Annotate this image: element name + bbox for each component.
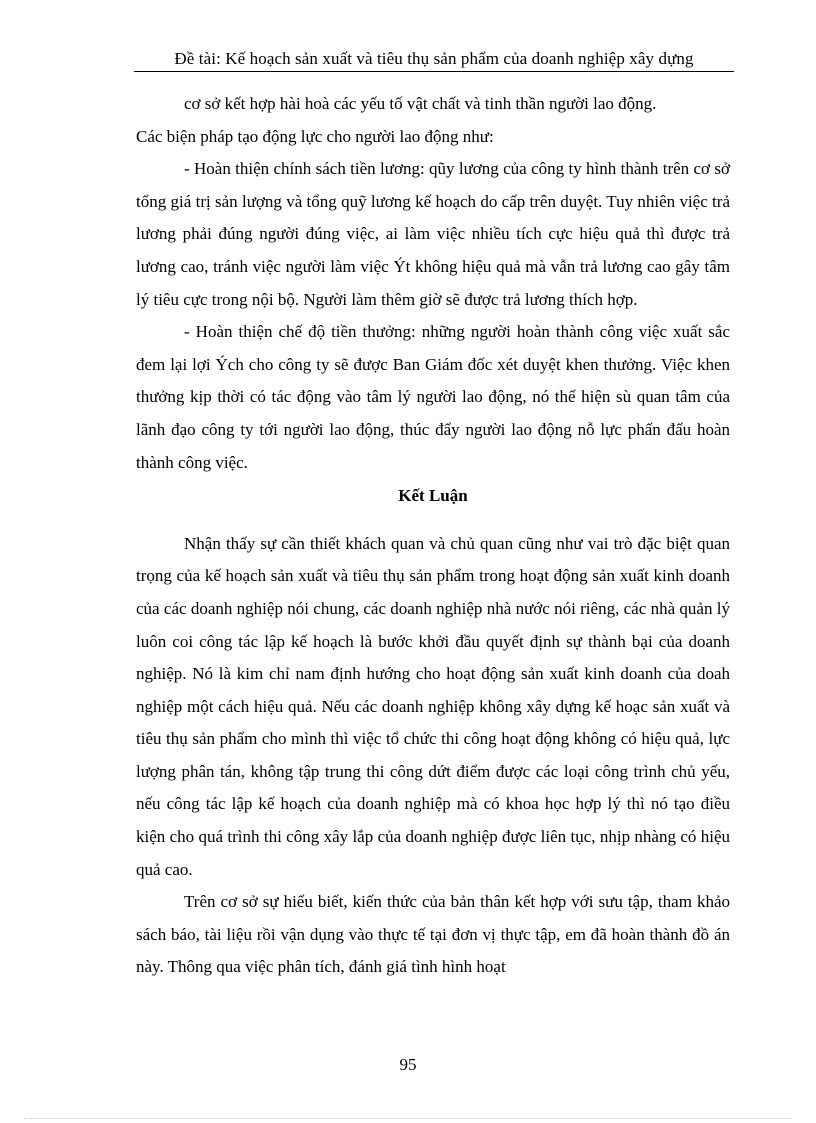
paragraph: Các biện pháp tạo động lực cho người lao động như: <box>136 126 494 146</box>
section-title: Kết Luận <box>398 486 468 506</box>
page-bottom-edge <box>24 1118 792 1119</box>
paragraph: cơ sở kết hợp hài hoà các yếu tố vật chất và tinh thần người lao động. <box>184 94 657 113</box>
header-rule <box>134 71 734 72</box>
page-number: 95 <box>399 1055 417 1074</box>
paragraph-bullet: - Hoàn thiện chế độ tiền thưởng: những người hoàn thành công việc xuất sắc đem lại lợi Ých cho công ty sẽ được Ban Giám đốc xét duyệt khen thưởng. Việc khen thưởng kịp thời có tác động vào tâm lý người lao động, nó thể hiện sù quan tâm của lãnh đạo công ty tới người lao động, thúc đẩy người lao động nỗ lực phấn đấu hoàn thành công việc. <box>136 322 730 472</box>
paragraph-bullet: - Hoàn thiện chính sách tiền lương: qũy lương của công ty hình thành trên cơ sở tổng giá trị sản lượng và tổng quỹ lương kế hoạch do cấp trên duyệt. Tuy nhiên việc trả lương phải đúng người đúng việc, ai làm việc nhiều tích cực hiệu quả thì được trả lương cao, tránh việc người làm việc Ýt không hiệu quả mà vẫn trả lương cao gây tâm lý tiêu cực trong nội bộ. Người làm thêm giờ sẽ được trả lương thích hợp. <box>136 159 730 309</box>
page-header: Đề tài: Kế hoạch sản xuất và tiêu thụ sản phẩm của doanh nghiệp xây dựng <box>174 49 694 68</box>
paragraph: Trên cơ sở sự hiểu biết, kiến thức của bản thân kết hợp với sưu tập, tham khảo sách báo, tài liệu rồi vận dụng vào thực tế tại đơn vị thực tập, em đã hoàn thành đồ án này. Thông qua việc phân tích, đánh giá tình hình hoạt <box>136 892 730 977</box>
page-body <box>136 88 730 984</box>
paragraph: Nhận thấy sự cần thiết khách quan và chủ quan cũng như vai trò đặc biệt quan trọng của kế hoạch sản xuất và tiêu thụ sản phẩm trong hoạt động sản xuất kinh doanh của các doanh nghiệp nói chung, các doanh nghiệp nhà nước nói riêng, các nhà quản lý luôn coi công tác lập kế hoạch là bước khởi đầu quyết định sự thành bại của doanh nghiệp. Nó là kim chỉ nam định hướng cho hoạt động sản xuất kinh doanh của doah nghiệp một cách hiệu quả. Nếu các doanh nghiệp không xây dựng kế hoạc sản xuất và tiêu thụ sản phẩm cho mình thì việc tổ chức thi công hoạt động không có hiệu quả, lực lượng phân tán, không tập trung thi công dứt điểm được các loại công trình chủ yếu, nếu công tác lập kế hoạch của doanh nghiệp mà có khoa học hợp lý thì nó tạo điều kiện cho quá trình thi công xây lắp của doanh nghiệp được liên tục, nhịp nhàng có hiệu quả cao. <box>136 533 730 879</box>
